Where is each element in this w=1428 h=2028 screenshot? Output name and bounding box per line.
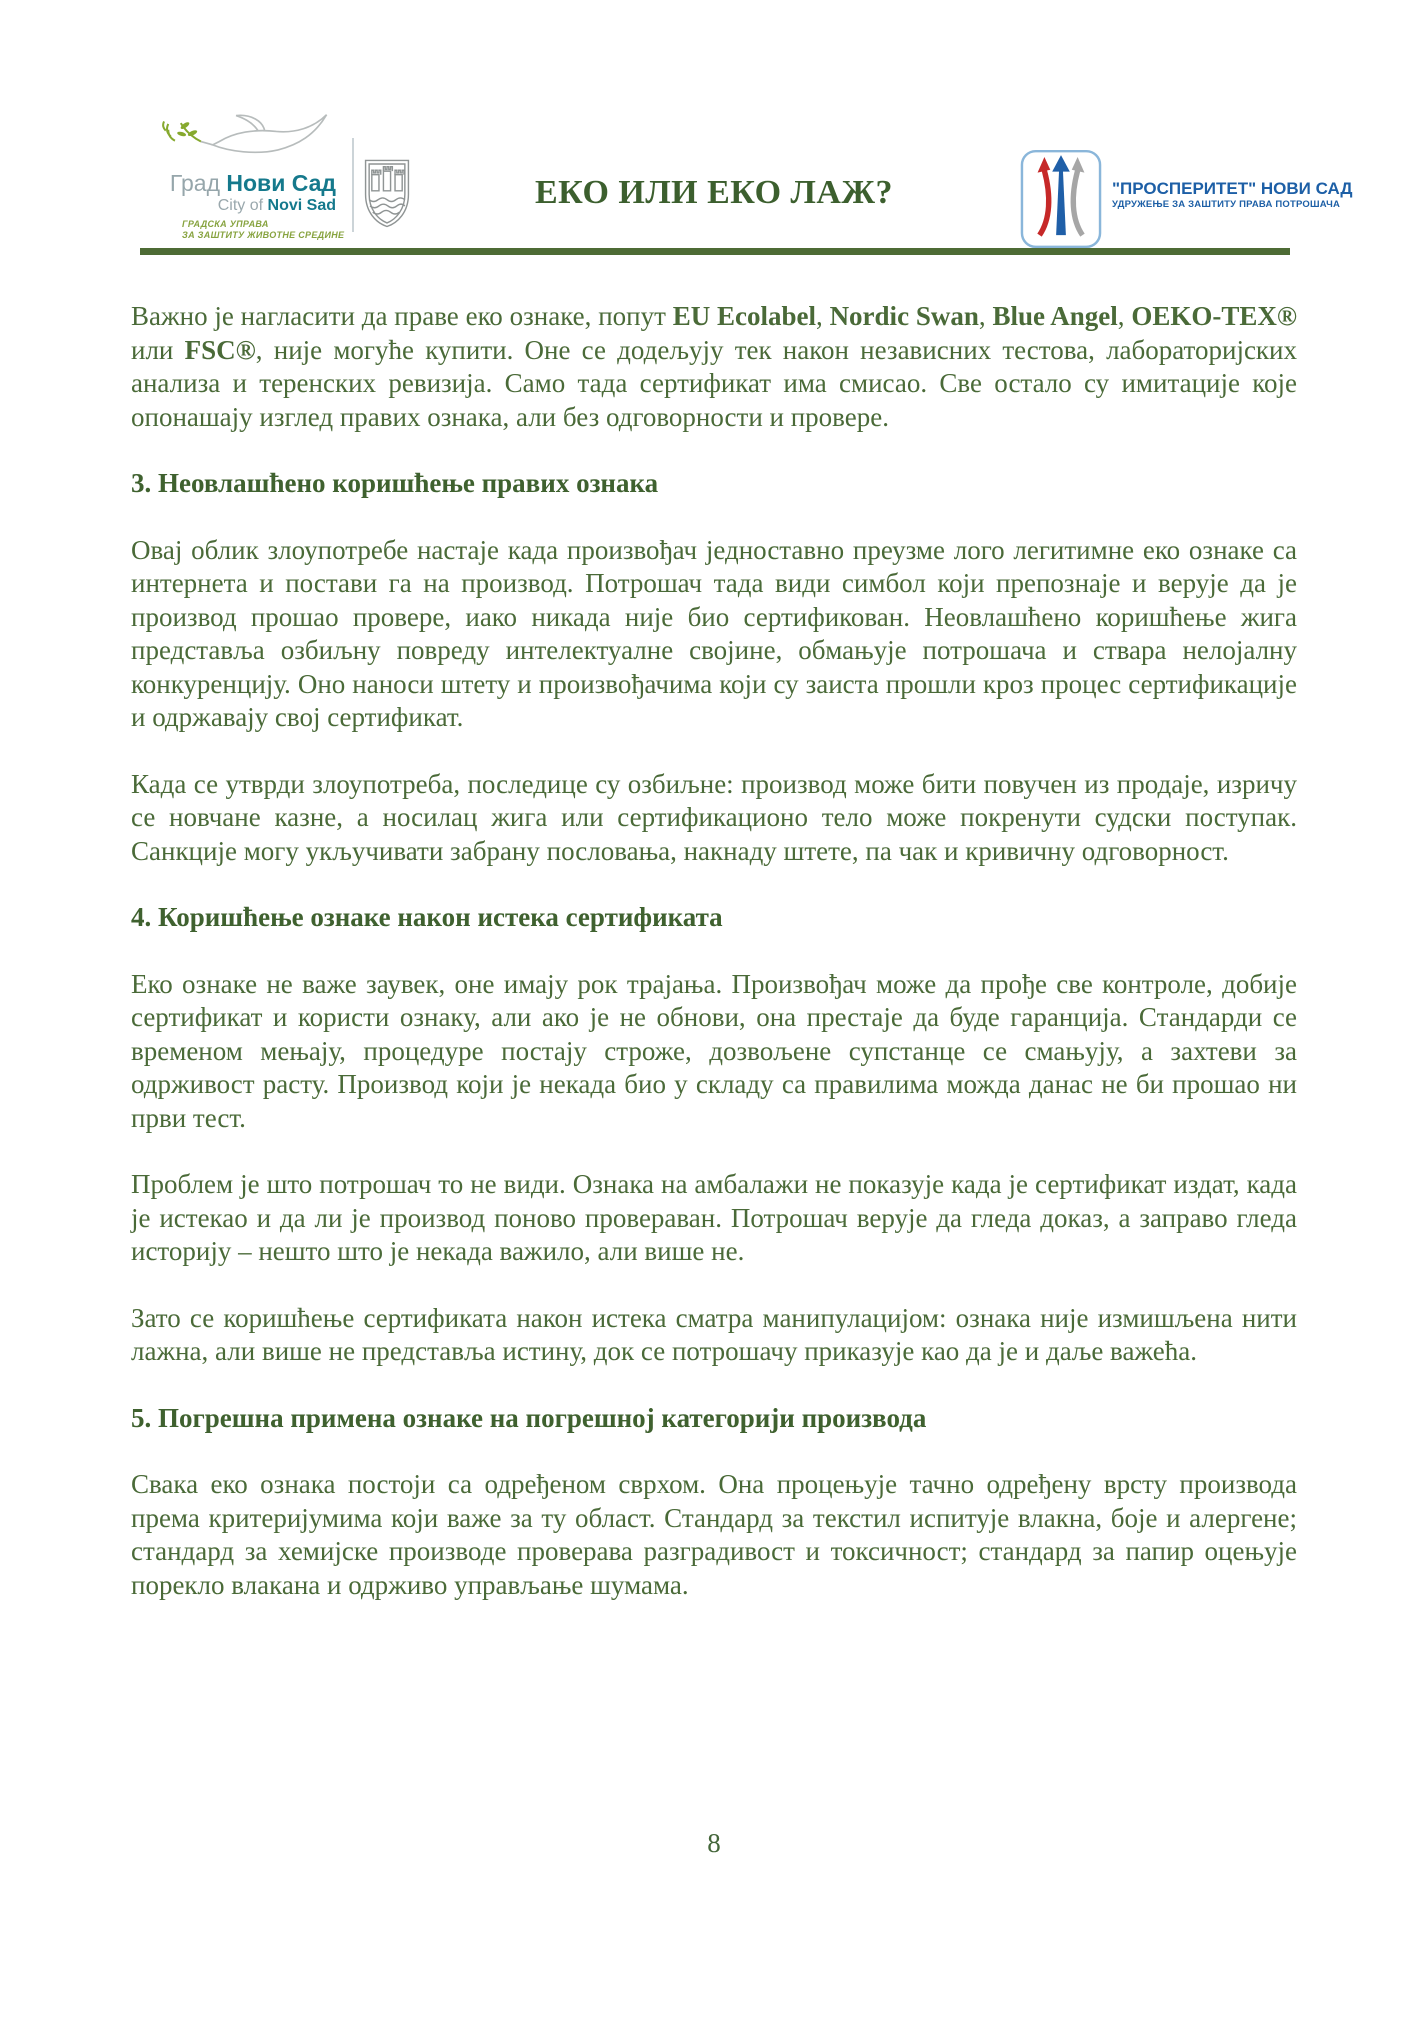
wordmark-grad: Град <box>169 170 220 196</box>
page-title: ЕКО ИЛИ ЕКО ЛАЖ? <box>534 174 894 211</box>
paragraph-expired-certificate-2: Проблем је што потрошач то не види. Ознака на амбалажи не показује када је сертификат издат, када је истекао и да ли је производ поново провераван. Потрошач верује да гледа доказ, а заправо гледа историју – нешто што је некада важило, али више не. <box>131 1169 1297 1266</box>
section-heading-wrong-category: 5. Погрешна примена ознаке на погрешној категорији производа <box>131 1402 927 1433</box>
section-heading-unauthorized-use: 3. Неовлашћено коришћење правих ознака <box>131 468 659 498</box>
section-heading-expired-certificate: 4. Коришћење ознаке након истека сертификата <box>131 902 723 932</box>
paragraph-expired-certificate-1: Еко ознаке не важе заувек, оне имају рок трајања. Произвођач може да прође све контроле, добије сертификат и користи ознаку, али ако је не обнови, она престаје да буде гаранција. Стандарди се временом мењају, процедуре постају строже, дозвољене супстанце се смањују, а захтеви за одрживост расту. Производ који је некада био у складу са правилима можда данас не би прошао ни први тест. <box>131 968 1297 1133</box>
prosperitet-name: "ПРОСПЕРИТЕТ" НОВИ САД <box>1112 179 1353 198</box>
page-number: 8 <box>707 1828 721 1858</box>
prosperitet-logo <box>1020 149 1102 249</box>
wordmark-novi-sad-latin: Novi Sad <box>267 197 336 214</box>
wordmark-city-of: City of <box>217 197 264 214</box>
paragraph-unauthorized-use-1: Овај облик злоупотребе настаје када произвођач једноставно преузме лого легитимне еко ознаке са интернета и постави га на производ. Потрошач тада види симбол који препознаје и верује да је производ прошао провере, иако никада није био сертификован. Неовлашћено коришћење жига представља озбиљну повреду интелектуалне својине, обмањује потрошача и ствара нелојалну конкуренцију. Оно наноси штету и произвођачима који су заиста прошли кроз процес сертификације и одржавају свој сертификат. <box>131 534 1297 732</box>
prosperitet-subtitle: УДРУЖЕЊЕ ЗА ЗАШТИТУ ПРАВА ПОТРОШАЧА <box>1112 199 1341 210</box>
paragraph-expired-certificate-3: Зато се коришћење сертификата након истека сматра манипулацијом: ознака није измишљена нити лажна, али више не представља истину, док се потрошачу приказује као да је и даље важећа. <box>131 1302 1297 1366</box>
department-line-2: ЗА ЗАШТИТУ ЖИВОТНЕ СРЕДИНЕ <box>182 230 345 240</box>
department-line-1: ГРАДСКА УПРАВА <box>182 219 269 229</box>
department-caption <box>182 219 345 241</box>
paragraph-unauthorized-use-consequences: Када се утврди злоупотреба, последице су озбиљне: производ може бити повучен из продаје, изричу се новчане казне, а носилац жига или сертификационо тело може покренути судски поступак. Санкције могу укључивати забрану пословања, накнаду штете, па чак и кривичну одговорност. <box>131 768 1297 866</box>
header-rule <box>140 248 1290 255</box>
wordmark-novi-sad: Нови Сад <box>226 170 336 196</box>
dove-olive-branch-icon <box>158 108 336 170</box>
prosperitet-caption <box>1112 179 1362 211</box>
paragraph-real-eco-labels: Важно је нагласити да праве еко ознаке, попут EU Ecolabel, Nordic Swan, Blue Angel, OEKO-TEX® или FSC®, није могуће купити. Оне се додељују тек након независних тестова, лабораторијских анализа и теренских ревизија. Само тада сертификат има смисао. Све остало су имитације које опонашају изглед правих ознака, али без одговорности и провере. <box>131 301 1298 432</box>
paragraph-wrong-category: Свака еко ознака постоји са одређеном сврхом. Она процењује тачно одређену врсту производа према критеријумима који важе за ту област. Стандард за текстил испитује влакна, боје и алергене; стандард за хемијске производе проверава разградивост и токсичност; стандард за папир оцењује порекло влакана и одрживо управљање шумама. <box>131 1469 1297 1600</box>
document-content <box>131 300 1297 1635</box>
prosperitet-arrows-icon <box>1020 149 1102 249</box>
